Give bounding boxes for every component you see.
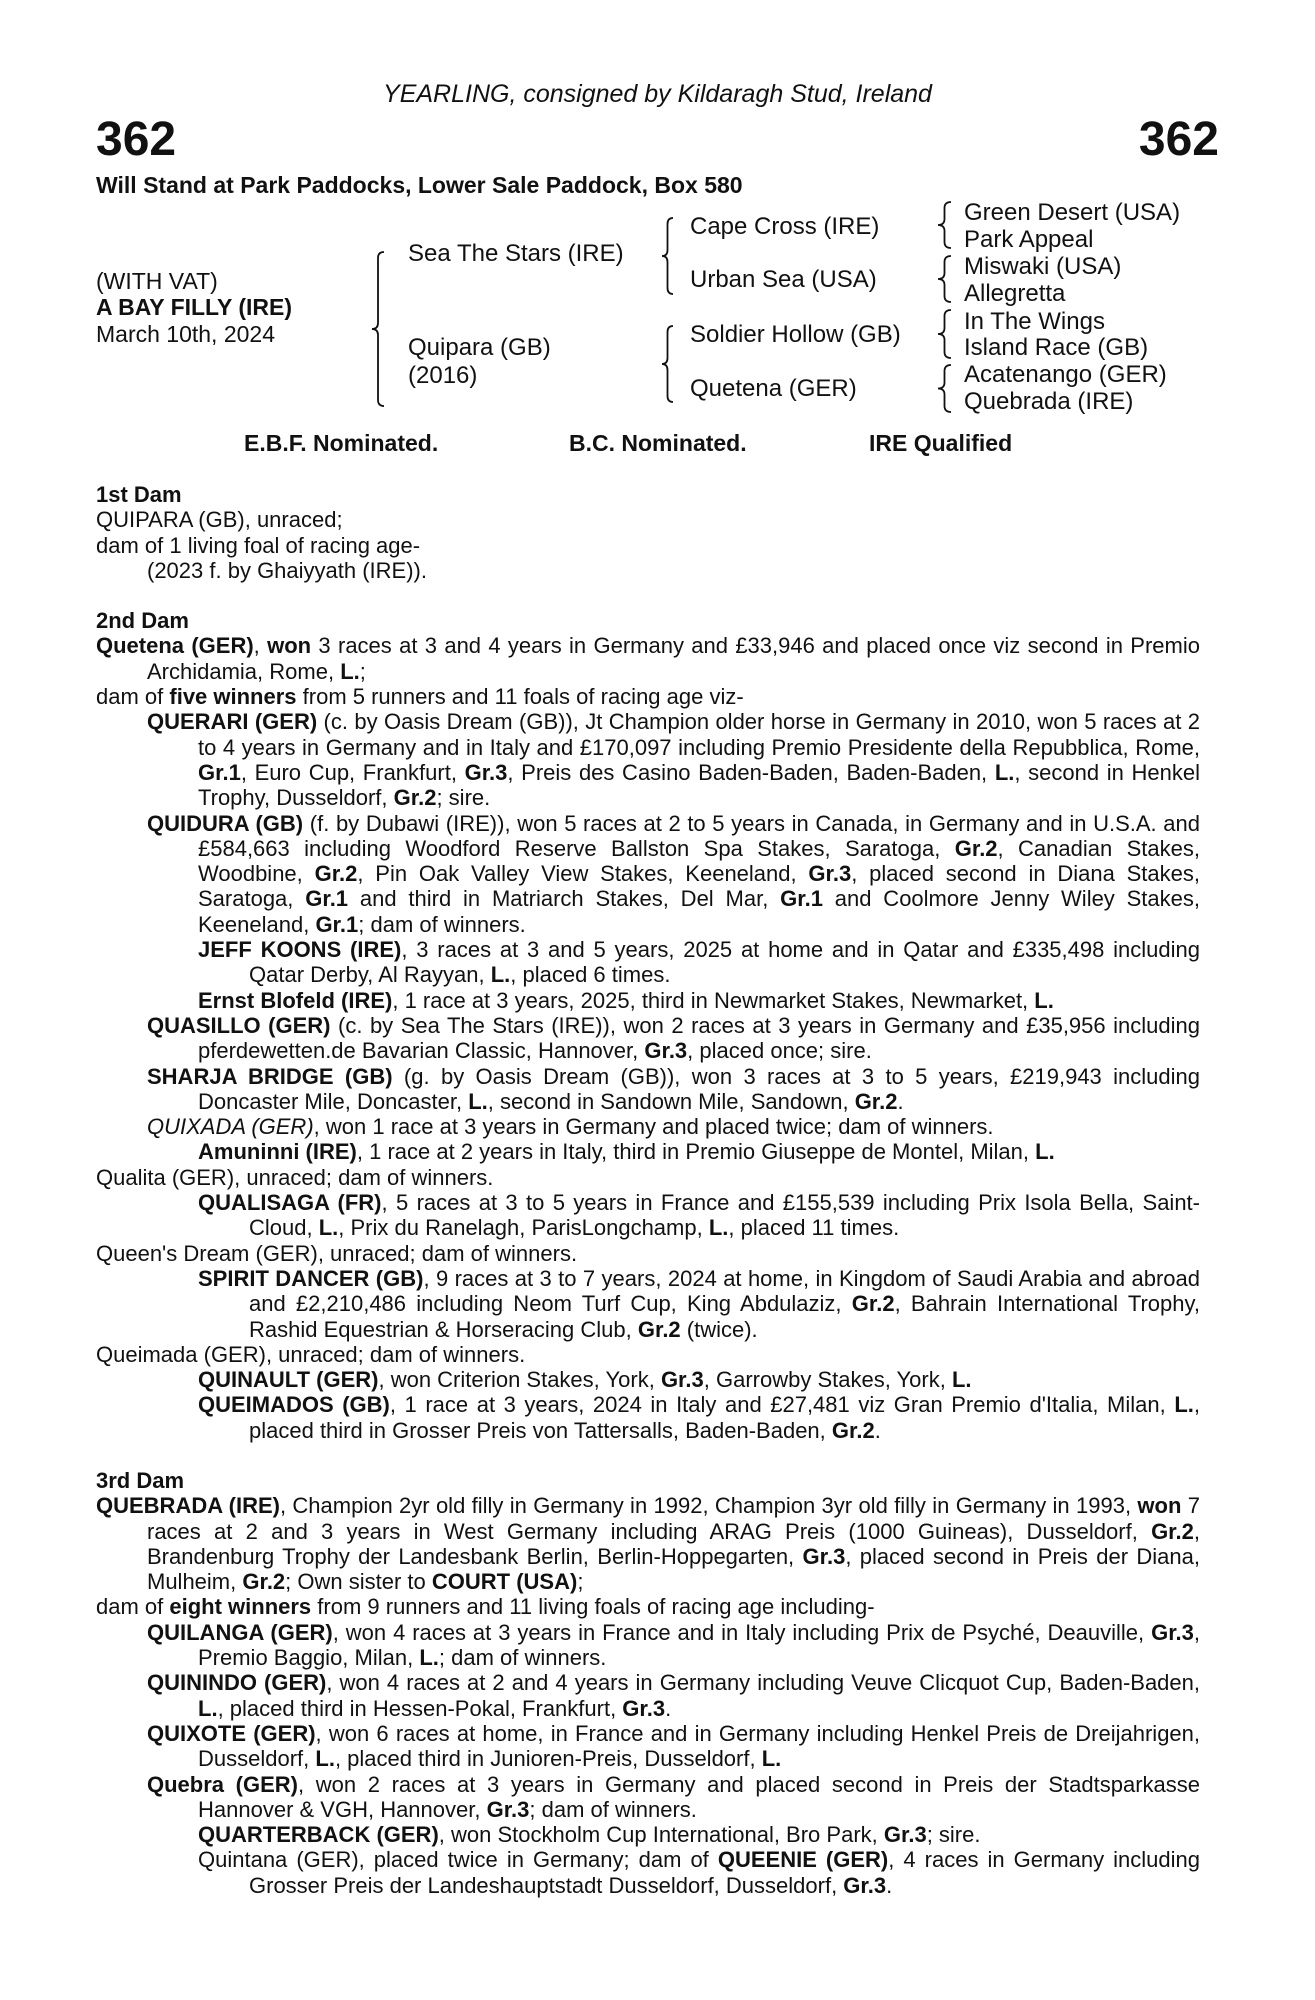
bold-text: L. — [468, 1088, 488, 1114]
record-text: , 5 races at 3 to 5 years in France and £155,539 including Prix Isola Bella, Saint-Cloud, — [249, 1190, 1200, 1241]
record-text: , Premio Baggio, Milan, — [198, 1619, 1201, 1671]
pedigree-great-grandparent: In The Wings — [964, 308, 1105, 335]
bold-text: L. — [490, 962, 511, 988]
bold-text: SPIRIT DANCER (GB) — [198, 1265, 424, 1291]
bold-text: L. — [1034, 987, 1054, 1013]
record-text: 7 races at 2 and 3 years in West Germany including ARAG Preis (1000 Guineas), Dusseldorf, — [147, 1493, 1201, 1544]
record-text: (twice). — [680, 1316, 758, 1342]
bold-text: QUEBRADA (IRE) — [96, 1493, 280, 1519]
bold-text: QUININDO (GER) — [147, 1670, 327, 1696]
record-text: ; sire. — [926, 1822, 981, 1848]
bold-text: COURT (USA) — [431, 1569, 578, 1595]
record-text: , Prix du Ranelagh, ParisLongchamp, — [338, 1215, 709, 1241]
bold-text: Gr.3 — [622, 1695, 666, 1721]
bold-text: five winners — [169, 684, 297, 710]
bold-text: Gr.1 — [305, 886, 349, 912]
pedigree-brace — [938, 310, 951, 358]
section-heading: 2nd Dam — [96, 608, 189, 634]
bold-text: L. — [198, 1695, 218, 1721]
bold-text: L. — [340, 658, 360, 684]
record-text: and Coolmore Jenny Wiley Stakes, Keeneland, — [198, 886, 1201, 937]
pedigree-brace — [372, 252, 384, 406]
produce-record — [96, 558, 1200, 583]
produce-record — [96, 709, 1200, 810]
record-text: and third in Matriarch Stakes, Del Mar, — [348, 886, 781, 912]
bold-text: Amuninni (IRE) — [198, 1139, 357, 1165]
third-dam-section — [96, 1468, 1200, 1898]
record-text: ; sire. — [436, 785, 491, 811]
foaling-date: March 10th, 2024 — [96, 321, 276, 347]
stand-location: Will Stand at Park Paddocks, Lower Sale Paddock, Box 580 — [96, 172, 743, 198]
record-text: , 1 race at 3 years, 2025, third in Newmarket Stakes, Newmarket, — [392, 987, 1035, 1013]
record-text: , Canadian Stakes, Woodbine, — [198, 835, 1200, 887]
record-text: . — [897, 1088, 904, 1114]
bold-text: Gr.1 — [780, 886, 823, 912]
bold-text: Gr.1 — [198, 759, 241, 785]
produce-record — [96, 1266, 1200, 1342]
bc-nomination: B.C. Nominated. — [569, 430, 747, 456]
section-heading: 1st Dam — [96, 482, 182, 507]
bold-text: Gr.3 — [883, 1822, 927, 1848]
record-text: ; — [359, 658, 366, 684]
pedigree-great-grandparent: Green Desert (USA) — [964, 199, 1181, 226]
produce-record — [96, 507, 1200, 532]
record-text: dam of — [96, 1594, 170, 1620]
pedigree-brace — [938, 256, 951, 302]
produce-record — [96, 1772, 1200, 1823]
record-text: . — [886, 1872, 893, 1898]
pedigree-great-grandparent: Park Appeal — [964, 226, 1094, 253]
ebf-nomination: E.B.F. Nominated. — [244, 430, 439, 456]
record-text: from 5 runners and 11 foals of racing age viz- — [296, 684, 744, 710]
record-text: , 9 races at 3 to 7 years, 2024 at home, in Kingdom of Saudi Arabia and abroad and £2,210,486 including Neom Turf Cup, King Abdulaziz, — [249, 1265, 1201, 1317]
record-text: , won 6 races at home, in France and in Germany including Henkel Preis de Dreijahrigen, Dusseldorf, — [198, 1720, 1201, 1772]
bold-text: Gr.2 — [831, 1417, 875, 1443]
record-text: ; dam of winners. — [529, 1796, 697, 1822]
bold-text: QUERARI (GER) — [147, 709, 318, 735]
record-text: , Bahrain International Trophy, Rashid Equestrian & Horseracing Club, — [249, 1291, 1200, 1342]
produce-record — [96, 1594, 1200, 1619]
produce-record — [96, 1013, 1200, 1064]
bold-text: L. — [1174, 1392, 1194, 1418]
record-text: , won 1 race at 3 years in Germany and placed twice; dam of winners. — [313, 1114, 994, 1140]
bold-text: Gr.2 — [637, 1316, 681, 1342]
produce-record — [96, 1493, 1200, 1594]
produce-record — [96, 1064, 1200, 1115]
record-text: , won 4 races at 3 years in France and in Italy including Prix de Psyché, Deauville, — [332, 1619, 1152, 1645]
bold-text: Gr.3 — [644, 1038, 688, 1064]
bold-text: Gr.2 — [314, 861, 358, 887]
record-text: , Pin Oak Valley View Stakes, Keeneland, — [357, 861, 809, 887]
ire-qualification: IRE Qualified — [869, 430, 1013, 456]
produce-record — [96, 1114, 1200, 1139]
record-text: Quintana (GER), placed twice in Germany; dam of — [198, 1847, 718, 1873]
bold-text: Gr.2 — [1151, 1518, 1194, 1544]
bold-text: QUIDURA (GB) — [147, 810, 304, 836]
produce-record — [96, 1139, 1200, 1164]
pedigree-great-grandparent: Acatenango (GER) — [964, 361, 1167, 388]
record-text: ; Own sister to — [285, 1569, 432, 1595]
bold-text: Gr.3 — [486, 1796, 530, 1822]
record-text: , placed third in Grosser Preis von Tattersalls, Baden-Baden, — [249, 1392, 1200, 1443]
bold-text: QUINAULT (GER) — [198, 1367, 379, 1393]
bold-text: L. — [994, 759, 1015, 785]
produce-record — [96, 1670, 1200, 1721]
record-text: , placed 6 times. — [510, 962, 671, 988]
pedigree-dam: Quipara (GB) — [408, 334, 551, 361]
record-text: , Preis des Casino Baden-Baden, Baden-Baden, — [507, 759, 995, 785]
record-text: QUIPARA (GB), unraced; — [96, 507, 343, 533]
pedigree-braces — [0, 0, 1315, 500]
bold-text: Gr.3 — [660, 1367, 704, 1393]
record-text: , Euro Cup, Frankfurt, — [240, 759, 465, 785]
pedigree-brace — [662, 218, 673, 294]
pedigree-great-grandparent: Island Race (GB) — [964, 334, 1149, 361]
italic-text: QUIXADA (GER) — [147, 1114, 314, 1140]
record-text: dam of 1 living foal of racing age- — [96, 532, 421, 558]
record-text: , second in Sandown Mile, Sandown, — [487, 1088, 855, 1114]
pedigree-grandparent: Soldier Hollow (GB) — [690, 321, 901, 348]
record-text: , 1 race at 3 years, 2024 in Italy and £27,481 viz Gran Premio d'Italia, Milan, — [389, 1392, 1175, 1418]
lot-number-right: 362 — [1138, 113, 1219, 166]
record-text: , placed third in Junioren-Preis, Dusseldorf, — [334, 1746, 762, 1772]
bold-text: JEFF KOONS (IRE) — [198, 937, 402, 963]
produce-record — [96, 1822, 1200, 1847]
record-text: , placed second in Diana Stakes, Saratoga, — [198, 861, 1200, 912]
bold-text: L. — [419, 1645, 439, 1671]
first-dam-section — [96, 482, 1200, 583]
record-text: 3 races at 3 and 4 years in Germany and £33,946 and placed once viz second in Premio Archidamia, Rome, — [147, 633, 1200, 684]
bold-text: QUARTERBACK (GER) — [198, 1822, 439, 1848]
bold-text: SHARJA BRIDGE (GB) — [147, 1063, 393, 1089]
produce-record — [96, 1190, 1200, 1241]
produce-record — [96, 937, 1200, 988]
record-text: , Brandenburg Trophy der Landesbank Berlin, Berlin-Hoppegarten, — [147, 1518, 1200, 1569]
bold-text: L. — [1035, 1139, 1055, 1165]
bold-text: L. — [761, 1746, 782, 1772]
record-text: , placed once; sire. — [687, 1038, 872, 1064]
produce-record — [96, 633, 1200, 684]
produce-record — [96, 684, 1200, 709]
record-text: , placed third in Hessen-Pokal, Frankfurt, — [217, 1695, 623, 1721]
bold-text: won — [1137, 1493, 1182, 1519]
pedigree-great-grandparent: Allegretta — [964, 280, 1066, 307]
pedigree-brace — [662, 326, 673, 402]
lot-number-left: 362 — [96, 113, 177, 166]
bold-text: Gr.3 — [1151, 1619, 1194, 1645]
produce-record — [96, 988, 1200, 1013]
bold-text: QUALISAGA (FR) — [198, 1190, 382, 1216]
section-heading: 3rd Dam — [96, 1467, 185, 1493]
produce-record — [96, 1342, 1200, 1367]
record-text: Qualita (GER), unraced; dam of winners. — [96, 1164, 494, 1190]
record-text: , won 2 races at 3 years in Germany and placed second in Preis der Stadtsparkasse Hannover & VGH, Hannover, — [198, 1771, 1200, 1822]
bold-text: L. — [951, 1367, 972, 1393]
bold-text: Ernst Blofeld (IRE) — [198, 987, 393, 1013]
pedigree-brace — [938, 202, 951, 248]
record-text: from 9 runners and 11 living foals of racing age including- — [311, 1594, 875, 1620]
bold-text: Gr.2 — [851, 1291, 895, 1317]
dam-line-body — [96, 482, 1200, 1923]
record-text: , placed second in Preis der Diana, Mulheim, — [147, 1543, 1200, 1595]
record-text: , won Stockholm Cup International, Bro Park, — [438, 1822, 884, 1848]
record-text: (c. by Oasis Dream (GB)), Jt Champion older horse in Germany in 2010, won 5 races at 2 to 4 years in Germany and in Italy and £170,097 including Premio Presidente della Repubblica, Rome, — [198, 709, 1201, 760]
pedigree-dam-year: (2016) — [408, 362, 478, 389]
bold-text: Gr.1 — [315, 911, 359, 937]
vat-note: (WITH VAT) — [96, 268, 218, 294]
produce-record — [96, 533, 1200, 558]
record-text: dam of — [96, 684, 170, 710]
produce-record — [96, 1241, 1200, 1266]
record-text: (f. by Dubawi (IRE)), won 5 races at 2 to 5 years in Canada, in Germany and in U.S.A. and £584,663 including Woodford Reserve Ballston Spa Stakes, Saratoga, — [198, 810, 1200, 861]
consignor-line: YEARLING, consigned by Kildaragh Stud, Ireland — [383, 80, 932, 108]
bold-text: QUEENIE (GER) — [717, 1847, 889, 1873]
bold-text: QUILANGA (GER) — [147, 1619, 333, 1645]
record-text: , 1 race at 2 years in Italy, third in Premio Giuseppe de Montel, Milan, — [356, 1139, 1036, 1165]
bold-text: L. — [318, 1215, 339, 1241]
pedigree-sire: Sea The Stars (IRE) — [408, 240, 624, 267]
produce-record — [96, 1620, 1200, 1671]
bold-text: L. — [315, 1746, 335, 1772]
pedigree-grandparent: Urban Sea (USA) — [690, 266, 877, 293]
record-text: , won Criterion Stakes, York, — [378, 1367, 661, 1393]
record-text: , Champion 2yr old filly in Germany in 1992, Champion 3yr old filly in Germany in 1993, — [279, 1493, 1138, 1519]
produce-record — [96, 811, 1200, 937]
produce-record — [96, 1392, 1200, 1443]
record-text: , won 4 races at 2 and 4 years in Germany including Veuve Clicquot Cup, Baden-Baden, — [326, 1670, 1200, 1696]
bold-text: L. — [708, 1215, 729, 1241]
bold-text: QUEIMADOS (GB) — [198, 1392, 390, 1418]
record-text: ; — [577, 1569, 584, 1595]
pedigree-great-grandparent: Quebrada (IRE) — [964, 388, 1134, 415]
bold-text: eight winners — [169, 1594, 312, 1620]
bold-text: Gr.2 — [954, 835, 998, 861]
record-text: Queimada (GER), unraced; dam of winners. — [96, 1341, 526, 1367]
second-dam-section — [96, 608, 1200, 1443]
record-text: (g. by Oasis Dream (GB)), won 3 races at 3 to 5 years, £219,943 including Doncaster Mile, Doncaster, — [198, 1063, 1200, 1114]
bold-text: Quetena (GER) — [96, 633, 254, 659]
record-text: , — [253, 633, 268, 659]
produce-record — [96, 1165, 1200, 1190]
bold-text: Gr.2 — [393, 785, 437, 811]
horse-name: A BAY FILLY (IRE) — [96, 294, 292, 320]
record-text: (c. by Sea The Stars (IRE)), won 2 races at 3 years in Germany and £35,956 including pferdewetten.de Bavarian Classic, Hannover, — [198, 1012, 1200, 1064]
record-text: , 3 races at 3 and 5 years, 2025 at home and in Qatar and £335,498 including Qatar Derby, Al Rayyan, — [249, 937, 1200, 988]
record-text: ; dam of winners. — [438, 1645, 607, 1671]
pedigree-grandparent: Cape Cross (IRE) — [690, 213, 880, 240]
bold-text: Gr.3 — [808, 861, 852, 887]
bold-text: Gr.3 — [843, 1872, 887, 1898]
bold-text: won — [267, 633, 312, 659]
record-text: , placed 11 times. — [728, 1215, 900, 1241]
produce-record — [96, 1367, 1200, 1392]
produce-record — [96, 1721, 1200, 1772]
record-text: , Garrowby Stakes, York, — [703, 1367, 952, 1393]
record-text: . — [874, 1417, 881, 1443]
bold-text: Gr.2 — [854, 1088, 898, 1114]
bold-text: Gr.3 — [802, 1543, 846, 1569]
record-text: (2023 f. by Ghaiyyath (IRE)). — [147, 557, 427, 583]
pedigree-grandparent: Quetena (GER) — [690, 375, 857, 402]
record-text: . — [665, 1695, 672, 1721]
produce-record — [96, 1847, 1200, 1898]
bold-text: Quebra (GER) — [147, 1771, 298, 1797]
bold-text: QUIXOTE (GER) — [147, 1720, 316, 1746]
pedigree-great-grandparent: Miswaki (USA) — [964, 253, 1122, 280]
bold-text: Gr.2 — [242, 1569, 286, 1595]
bold-text: Gr.3 — [464, 759, 508, 785]
record-text: Queen's Dream (GER), unraced; dam of winners. — [96, 1240, 578, 1266]
record-text: ; dam of winners. — [358, 911, 526, 937]
record-text: , second in Henkel Trophy, Dusseldorf, — [198, 759, 1200, 811]
record-text: , 4 races in Germany including Grosser Preis der Landeshauptstadt Dusseldorf, Dusseldorf, — [249, 1847, 1201, 1898]
pedigree-brace — [938, 365, 951, 412]
bold-text: QUASILLO (GER) — [147, 1012, 331, 1038]
